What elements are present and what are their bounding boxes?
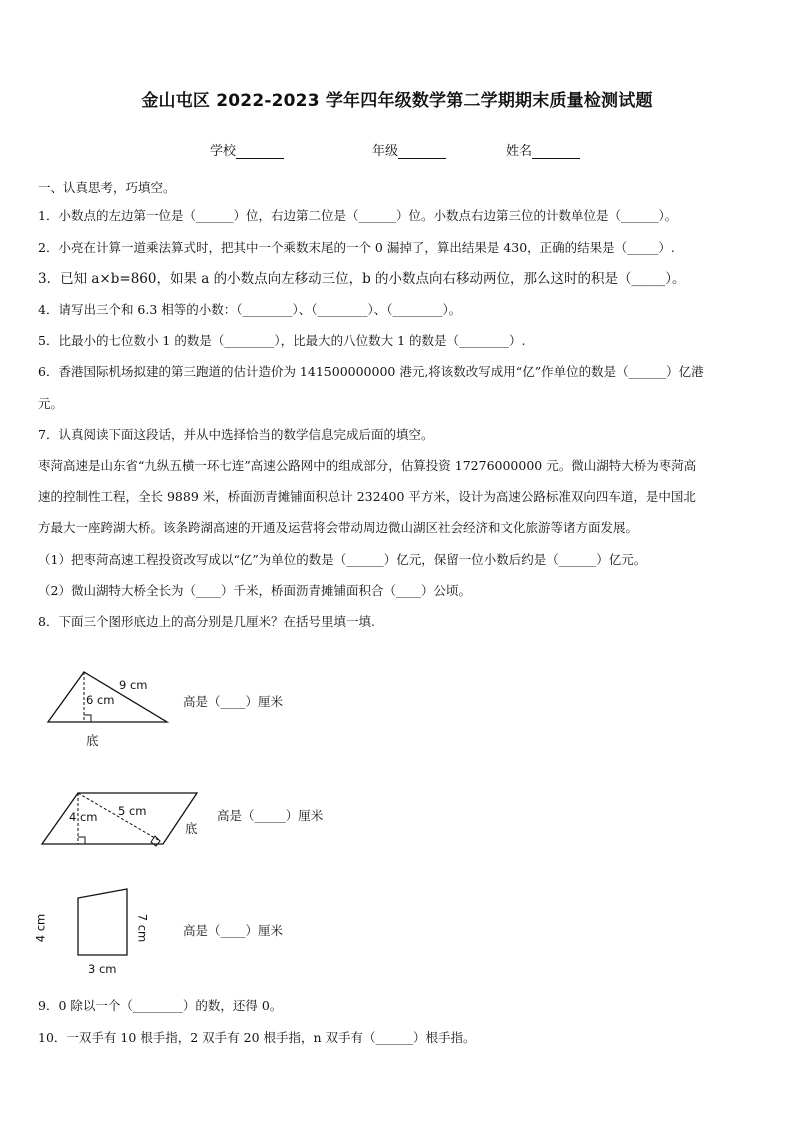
parallelogram-answer: 高是（_____）厘米 <box>217 808 324 823</box>
question-6-line-2: 元。 <box>38 396 64 411</box>
trapezoid-answer: 高是（____）厘米 <box>183 923 284 938</box>
trapezoid-left-label: 4 cm <box>33 913 48 943</box>
triangle-answer: 高是（____）厘米 <box>183 694 284 709</box>
trapezoid-bottom-label: 3 cm <box>88 962 117 976</box>
parallelogram-side-label: 5 cm <box>118 804 147 818</box>
question-2: 2．小亮在计算一道乘法算式时，把其中一个乘数末尾的一个 0 漏掉了，算出结果是 430，正确的结果是（_____）. <box>38 240 675 255</box>
section-heading: 一、认真思考，巧填空。 <box>38 180 176 195</box>
question-4: 4．请写出三个和 6.3 相等的小数：（________）、（________）、（________）。 <box>38 302 462 317</box>
parallelogram-base-label: 底 <box>185 821 198 836</box>
question-7: 7．认真阅读下面这段话，并从中选择恰当的数学信息完成后面的填空。 <box>38 427 434 442</box>
parallelogram-height-label: 4 cm <box>69 810 98 824</box>
passage-line-2: 速的控制性工程，全长 9889 米，桥面沥青摊铺面积总计 232400 平方米，设计为高速公路标准双向四车道，是中国北 <box>38 489 696 504</box>
page-title: 金山屯区 2022-2023 学年四年级数学第二学期期末质量检测试题 <box>141 91 653 111</box>
question-10: 10．一双手有 10 根手指，2 双手有 20 根手指，n 双手有（______）根手指。 <box>38 1030 476 1045</box>
question-9: 9．0 除以一个（________）的数，还得 0。 <box>38 998 283 1013</box>
passage-line-1: 枣菏高速是山东省“九纵五横一环七连”高速公路网中的组成部分，估算投资 17276000000 元。微山湖特大桥为枣菏高 <box>38 458 697 473</box>
triangle-base-label: 底 <box>86 733 99 748</box>
name-label: 姓名 <box>506 144 533 159</box>
question-3: 3．已知 a×b=860，如果 a 的小数点向左移动三位，b 的小数点向右移动两位，那么这时的积是（_____）。 <box>38 271 686 287</box>
passage-line-3: 方最大一座跨湖大桥。该条跨湖高速的开通及运营将会带动周边微山湖区社会经济和文化旅游等诸方面发展。 <box>38 520 639 535</box>
grade-label: 年级 <box>372 144 399 159</box>
question-6-line-1: 6．香港国际机场拟建的第三跑道的估计造价为 141500000000 港元,将该数改写成用“亿”作单位的数是（______）亿港 <box>38 364 704 379</box>
question-1: 1．小数点的左边第一位是（______）位，右边第二位是（______）位。小数点右边第三位的计数单位是（______）。 <box>38 208 678 223</box>
school-label: 学校 <box>210 144 237 159</box>
question-8: 8．下面三个图形底边上的高分别是几厘米？在括号里填一填. <box>38 614 375 629</box>
triangle-height-label: 6 cm <box>86 693 115 707</box>
question-7-sub-2: （2）微山湖特大桥全长为（____）千米，桥面沥青摊铺面积合（____）公顷。 <box>38 583 471 598</box>
question-7-sub-1: （1）把枣菏高速工程投资改写成以“亿”为单位的数是（______）亿元，保留一位小数后约是（______）亿元。 <box>38 552 647 567</box>
question-5: 5．比最小的七位数小 1 的数是（________），比最大的八位数大 1 的数是（________）. <box>38 333 526 348</box>
parallelogram-figure <box>42 793 197 846</box>
triangle-side-label: 9 cm <box>119 678 148 692</box>
trapezoid-right-label: 7 cm <box>135 913 150 943</box>
trapezoid-figure <box>78 889 127 955</box>
